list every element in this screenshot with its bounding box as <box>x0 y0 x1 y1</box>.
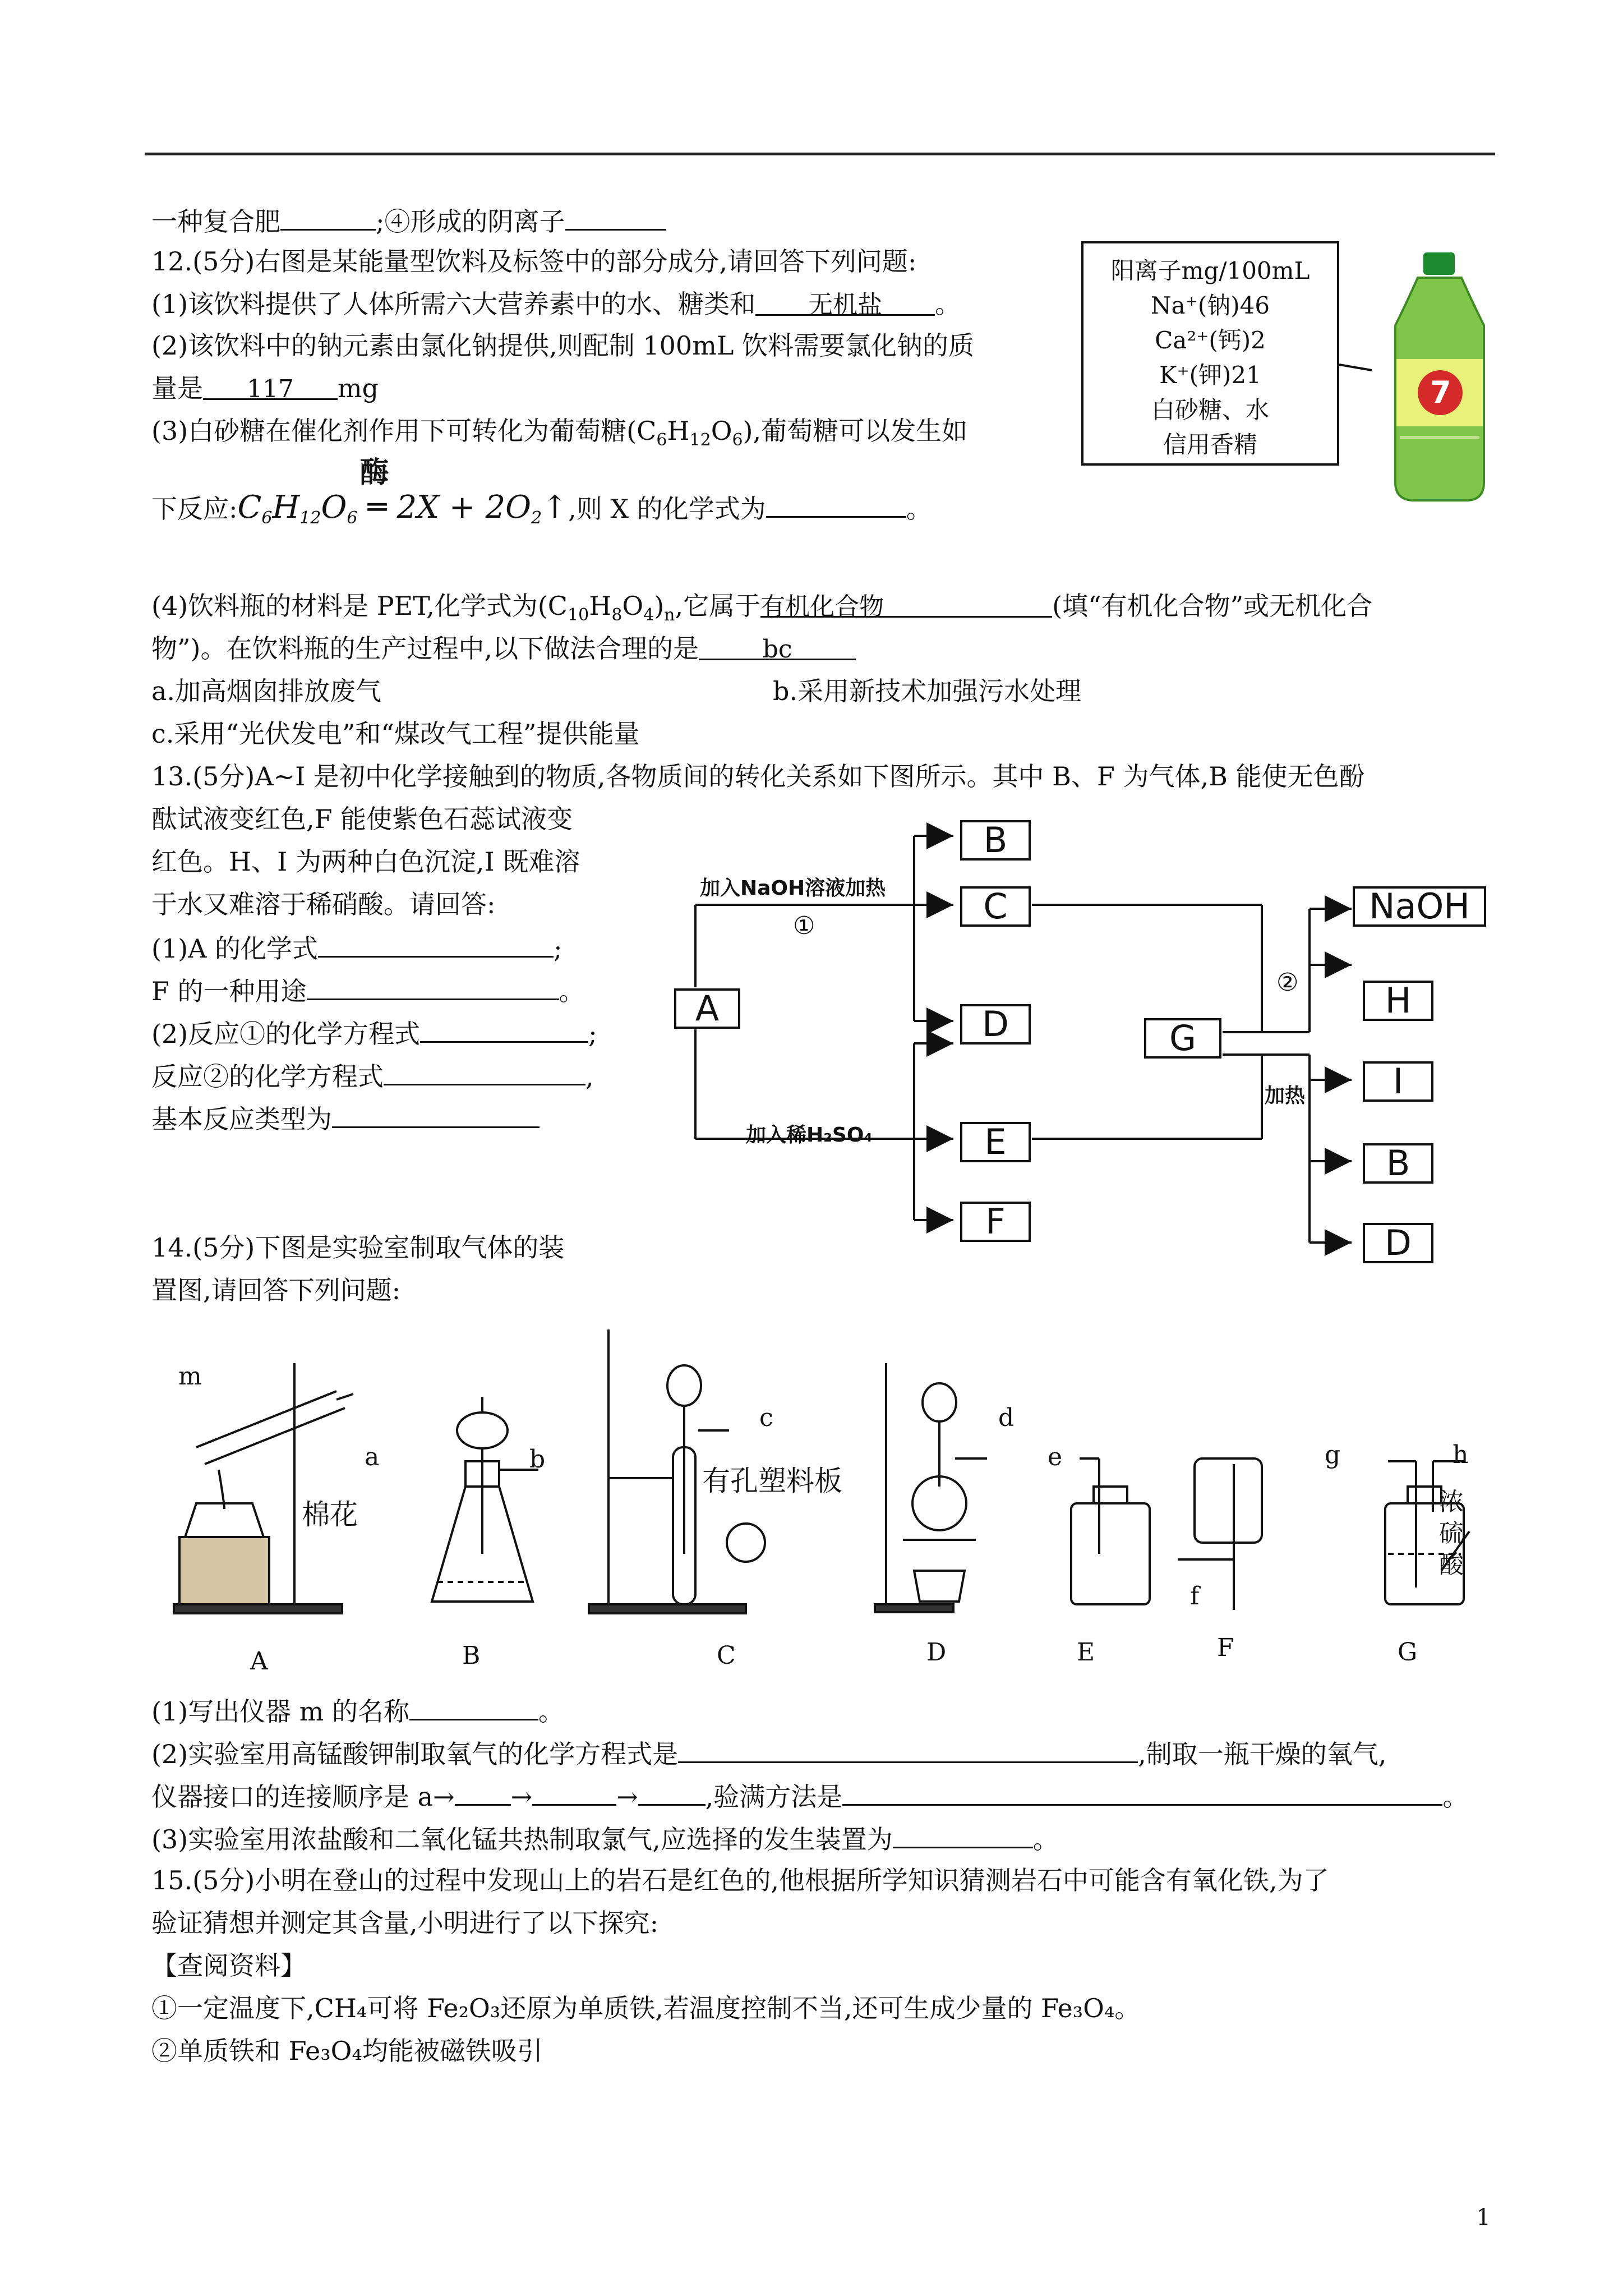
label-perforated-plate: 有孔塑料板 <box>702 1465 842 1497</box>
q12-p3b: 下反应$:C_6H_{12}O_6$ 酶 ═ $2X + 2O_2↑$,则 X 的化学式为 。 <box>151 488 932 538</box>
answer-blank[interactable]: 有机化合物 <box>760 590 1052 618</box>
q13-q2b-text: 反应②的化学方程式 <box>151 1061 384 1092</box>
q12-p4b <box>151 632 856 665</box>
node-G: G <box>1144 1018 1221 1059</box>
node-B: B <box>960 820 1031 861</box>
punct: ; <box>554 933 562 964</box>
label-line: 信用香精 <box>1163 431 1257 458</box>
apparatus-D: D <box>926 1638 947 1667</box>
q12-p4-tail: (填“有机化合物”或无机化合 <box>1052 591 1373 621</box>
answer-blank[interactable] <box>332 1101 540 1128</box>
answer-blank[interactable]: bc <box>699 633 856 660</box>
apparatus-B: B <box>462 1641 481 1670</box>
node-E: E <box>960 1122 1031 1162</box>
answer-blank[interactable] <box>766 490 906 518</box>
label-line: Na⁺(钠)46 <box>1150 292 1270 319</box>
q13-q1b <box>151 973 585 1008</box>
label-line: 白砂糖、水 <box>1151 396 1269 424</box>
q12-p4a-text: (4)饮料瓶的材料是 PET,化学式为(C <box>151 591 568 621</box>
apparatus-E: E <box>1077 1638 1095 1667</box>
q12-p3a: (3)白砂糖在催化剂作用下可转化为葡萄糖$(C_6H_{12}O_6)$,葡萄糖可以发生如 <box>151 416 968 450</box>
label-line: K⁺(钾)21 <box>1159 361 1261 389</box>
label-g: g <box>1325 1441 1341 1469</box>
q12-p1-text: (1)该饮料提供了人体所需六大营养素中的水、糖类和 <box>151 289 756 319</box>
label-add-naoh: 加入NaOH溶液加热 <box>700 877 886 900</box>
answer-blank[interactable] <box>420 1015 588 1043</box>
apparatus-A: A <box>250 1647 268 1676</box>
q12-p1: (1)该饮料提供了人体所需六大营养素中的水、糖类和 无机盐 。 <box>151 289 961 319</box>
node-F: F <box>960 1202 1031 1242</box>
enzyme-label: 酶 <box>359 455 389 490</box>
q13-stem: 于水又难溶于稀硝酸。请回答: <box>151 889 496 919</box>
label-m: m <box>178 1362 202 1391</box>
answer-blank[interactable] <box>409 1693 538 1720</box>
node-B: B <box>1363 1143 1433 1184</box>
apparatus-F: F <box>1217 1634 1234 1662</box>
punct: 。 <box>538 1696 565 1727</box>
q14-q3 <box>151 1821 1059 1856</box>
unit-mg: mg <box>338 373 379 403</box>
q11-mid: ;④形成的阴离子 <box>376 206 565 237</box>
q14-stem: 置图,请回答下列问题: <box>151 1275 401 1305</box>
q12-p3a-text: (3)白砂糖在催化剂作用下可转化为葡萄糖(C <box>151 416 657 446</box>
reaction-equation: $C_6H_{12}O_6$ 酶 ═ $2X + 2O_2↑$ <box>238 489 569 526</box>
q13-stem: 酞试液变红色,F 能使紫色石蕊试液变 <box>151 804 573 834</box>
punct: ; <box>588 1019 597 1049</box>
label-h: h <box>1453 1441 1469 1469</box>
label-cotton: 棉花 <box>302 1498 358 1531</box>
q11-tail-line <box>151 203 666 238</box>
answer-blank[interactable] <box>678 1736 1138 1763</box>
answer-blank[interactable] <box>842 1778 1442 1806</box>
answer-blank[interactable]: 117 <box>203 372 338 400</box>
q15-stem: 验证猜想并测定其含量,小明进行了以下探究: <box>151 1908 659 1938</box>
answer-blank[interactable] <box>532 1778 616 1806</box>
arrow: → <box>616 1782 638 1812</box>
q13-q2c <box>151 1101 540 1136</box>
node-C: C <box>960 886 1031 927</box>
answer-blank[interactable] <box>280 203 376 231</box>
label-c: c <box>759 1404 773 1432</box>
q13-q2b <box>151 1058 594 1093</box>
q14-q2a-tail: ,制取一瓶干燥的氧气, <box>1138 1739 1387 1769</box>
q12-p2a: (2)该饮料中的钠元素由氯化钠提供,则配制 100mL 饮料需要氯化钠的质 <box>151 330 974 361</box>
option-a: a.加高烟囱排放废气 <box>151 676 382 706</box>
q15-reference-1: ①一定温度下,CH₄可将 Fe₂O₃还原为单质铁,若温度控制不当,还可生成少量的 Fe₃O₄。 <box>151 1993 1141 2023</box>
q12-p3b-text: 下反应: <box>151 494 238 524</box>
page-number: 1 <box>1476 2205 1491 2230</box>
option-c: c.采用“光伏发电”和“煤改气工程”提供能量 <box>151 719 640 749</box>
punct: 。 <box>559 976 585 1006</box>
q11-text: 一种复合肥 <box>151 206 280 237</box>
answer-blank[interactable] <box>307 973 559 1000</box>
label-e: e <box>1048 1443 1063 1471</box>
apparatus-G: G <box>1398 1638 1418 1667</box>
label-conc-sulfuric-acid: 浓硫酸 <box>1439 1488 1464 1579</box>
punct: 。 <box>1032 1824 1059 1855</box>
q13-stem: 13.(5分)A~I 是初中化学接触到的物质,各物质间的转化关系如下图所示。其中 B、F 为气体,B 能使无色酚 <box>151 761 1365 792</box>
q14-q1-text: (1)写出仪器 m 的名称 <box>151 1696 410 1727</box>
q14-q2b-mid: ,验满方法是 <box>705 1782 843 1812</box>
node-H: H <box>1363 981 1433 1021</box>
reaction-2-marker: ② <box>1276 968 1299 997</box>
label-b: b <box>529 1445 546 1474</box>
q15-stem: 15.(5分)小明在登山的过程中发现山上的岩石是红色的,他根据所学知识猜测岩石中可能含有氧化铁,为了 <box>151 1865 1329 1895</box>
answer-blank[interactable] <box>638 1778 706 1806</box>
node-NaOH: NaOH <box>1353 886 1486 927</box>
q13-q1-text: (1)A 的化学式 <box>151 933 319 964</box>
label-a: a <box>365 1443 380 1471</box>
q13-stem: 红色。H、I 为两种白色沉淀,I 既难溶 <box>151 846 580 877</box>
label-f: f <box>1190 1582 1200 1611</box>
q12-p2b <box>151 371 379 405</box>
node-I: I <box>1363 1061 1433 1102</box>
label-add-h2so4: 加入稀H₂SO₄ <box>746 1124 873 1147</box>
q12-p2b-text: 量是 <box>151 373 203 403</box>
label-d: d <box>998 1404 1015 1432</box>
q15-reference-2: ②单质铁和 Fe₃O₄均能被磁铁吸引 <box>151 2036 543 2066</box>
q13-q1b-text: F 的一种用途 <box>151 976 307 1006</box>
q13-q2 <box>151 1015 597 1051</box>
q14-q1 <box>151 1693 564 1728</box>
reaction-1-marker: ① <box>793 912 815 940</box>
label-heat: 加热 <box>1265 1084 1306 1107</box>
label-line: Ca²⁺(钙)2 <box>1155 326 1266 354</box>
nutrition-label <box>1081 241 1339 466</box>
answer-blank[interactable] <box>893 1821 1033 1848</box>
arrow: → <box>510 1782 533 1812</box>
q12-p4a: (4)饮料瓶的材料是 PET,化学式为$(C_{10}H_8O_4)_n$,它属于有机化合物 (填“有机化合物”或无机化合 <box>151 591 1373 625</box>
node-D: D <box>960 1004 1031 1045</box>
q15-reference-heading: 【查阅资料】 <box>151 1950 306 1981</box>
q12-p3-tail: ,则 X 的化学式为 <box>568 494 766 524</box>
drink-bottle-image <box>1339 236 1507 505</box>
q13-q2c-text: 基本反应类型为 <box>151 1104 332 1134</box>
answer-blank[interactable] <box>455 1778 511 1806</box>
apparatus-C: C <box>717 1641 736 1670</box>
header-rule <box>145 153 1495 155</box>
punct: , <box>585 1061 594 1092</box>
q14-q2b <box>151 1778 1468 1814</box>
q14-q2a-text: (2)实验室用高锰酸钾制取氧气的化学方程式是 <box>151 1739 679 1769</box>
option-b: b.采用新技术加强污水处理 <box>773 676 1082 706</box>
q14-q2b-text: 仪器接口的连接顺序是 a→ <box>151 1782 455 1812</box>
label-line: 阳离子mg/100mL <box>1110 257 1310 284</box>
node-A: A <box>674 988 740 1029</box>
answer-blank[interactable] <box>565 203 666 231</box>
q12-p4-mid: ,它属于 <box>675 591 761 621</box>
q14-q3-text: (3)实验室用浓盐酸和二氧化锰共热制取氯气,应选择的发生装置为 <box>151 1824 893 1855</box>
q14-q2a <box>151 1736 1386 1771</box>
answer-blank[interactable]: 无机盐 <box>755 288 935 316</box>
punct: 。 <box>1442 1782 1469 1812</box>
q14-stem: 14.(5分)下图是实验室制取气体的装 <box>151 1232 565 1263</box>
q12-stem: 12.(5分)右图是某能量型饮料及标签中的部分成分,请回答下列问题: <box>151 246 917 277</box>
svg-text:7: 7 <box>1430 375 1451 410</box>
q13-q1 <box>151 930 562 965</box>
q13-q2-text: (2)反应①的化学方程式 <box>151 1019 421 1049</box>
node-D: D <box>1363 1223 1433 1263</box>
q12-p4b-text: 物”)。在饮料瓶的生产过程中,以下做法合理的是 <box>151 633 699 664</box>
answer-blank[interactable] <box>318 930 554 958</box>
answer-blank[interactable] <box>384 1058 585 1085</box>
